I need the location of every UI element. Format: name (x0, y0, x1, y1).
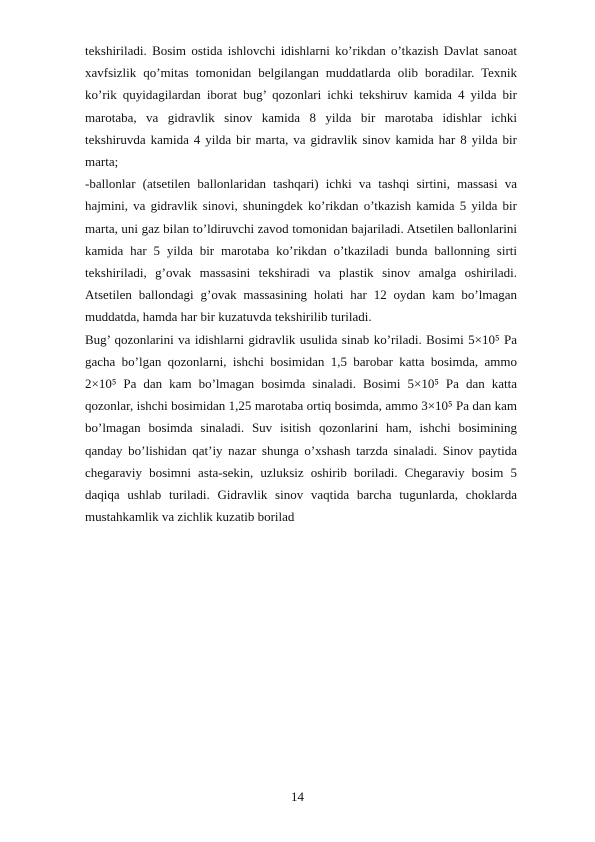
paragraph-hydraulic-test: Bug’ qozonlarini va idishlarni gidravlik usulida sinab ko’riladi. Bosimi 5×10⁵ Pa gacha bo’lgan qozonlarni, ishchi bosimidan 1,5 barobar katta bosimda, ammo 2×10⁵ Pa dan kam bo’lmagan bosimda sinaladi. Bosimi 5×10⁵ Pa dan katta qozonlar, ishchi bosimidan 1,25 marotaba ortiq bosimda, ammo 3×10⁵ Pa dan kam bo’lmagan bosimda sinaladi. Suv isitish qozonlarini ham, ishchi bosimining qanday bo’lishidan qat’iy nazar shunga o’xshash tarzda sinaladi. Sinov paytida chegaraviy bosimni asta-sekin, uzluksiz oshirib boriladi. Chegaraviy bosim 5 daqiqa ushlab turiladi. Gidravlik sinov vaqtida barcha tugunlarda, choklarda mustahkamlik va zichlik kuzatib borilad (85, 331, 517, 525)
paragraph-inspection-schedule: tekshiriladi. Bosim ostida ishlovchi idishlarni ko’rikdan o’tkazish Davlat sanoat xavfsizlik qo’mitas tomonidan belgilangan muddatlarda olib boradilar. Texnik ko’rik quyidagilardan iborat bug’ qozonlari ichki tekshiruv kamida 4 yilda bir marotaba, va gidravlik sinov kamida 8 yilda bir marotaba idishlar ichki tekshiruvda kamida 4 yilda bir marta, va gidravlik sinov kamida har 8 yilda bir marta; (85, 43, 517, 170)
page-number: 14 (291, 789, 304, 804)
paragraph-cylinders: -ballonlar (atsetilen ballonlaridan tashqari) ichki va tashqi sirtini, massasi va hajmini, va gidravlik sinovi, shuningdek ko’rikdan o’tkazish kamida 5 yilda bir marta, uni gaz bilan to’ldiruvchi zavod tomonidan bajariladi. Atsetilen ballonlarini kamida har 5 yilda bir marotaba ko’rikdan o’tkaziladi bunda ballonning sirti tekshiriladi, g’ovak massasini tekshiradi va plastik sinov amalga oshiriladi. Atsetilen ballondagi g’ovak massasining holati har 12 oydan kam bo’lmagan muddatda, hamda har bir kuzatuvda tekshirilib turiladi. (85, 176, 517, 325)
document-body (85, 40, 517, 528)
